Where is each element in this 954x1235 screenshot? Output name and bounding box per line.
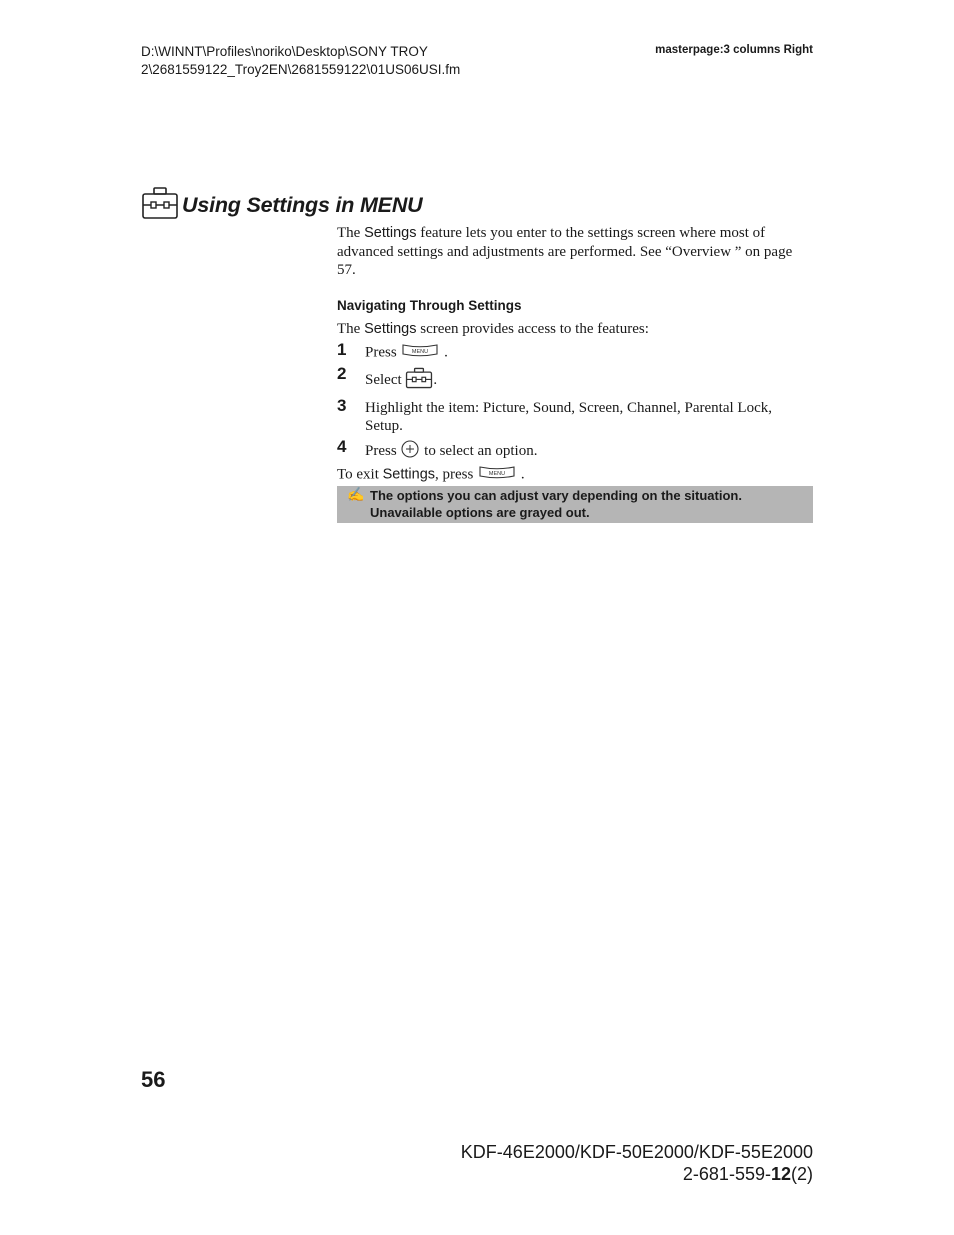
page-number: 56 <box>141 1067 166 1092</box>
intro-line1: feature lets you enter to the settings screen where most of <box>416 225 766 241</box>
note-text <box>370 486 742 521</box>
intro-line3: 57. <box>337 262 356 278</box>
menu-button-icon <box>400 343 440 364</box>
step-number: 3 <box>337 395 347 415</box>
menu-icon-label: MENU <box>412 348 429 355</box>
settings-toolbox-icon <box>141 186 179 225</box>
step-3-text: Highlight the item: Picture, Sound, Screen, Channel, Parental Lock, Setup. <box>365 399 772 434</box>
settings-toolbox-icon <box>405 367 433 395</box>
section-title-row <box>141 186 422 225</box>
note-line-1: The options you can adjust vary depending on the situation. <box>370 488 742 503</box>
pencil-note-icon: ✍ <box>347 488 365 503</box>
file-path-line-1: D:\WINNT\Profiles\noriko\Desktop\SONY TROY <box>141 44 428 59</box>
step-number: 2 <box>337 364 347 383</box>
step-4-text: Press <box>365 442 397 459</box>
exit-post: . <box>520 466 525 483</box>
step-number: 1 <box>337 339 347 359</box>
step-1 <box>337 341 813 364</box>
exit-mid: , press <box>435 466 474 483</box>
navigation-subheading: Navigating Through Settings <box>337 297 522 313</box>
step-2 <box>337 365 813 395</box>
footer-model-info <box>461 1142 813 1185</box>
step-2-post: . <box>433 372 438 389</box>
menu-icon-label: MENU <box>488 471 506 477</box>
intro-pre: The <box>337 225 365 241</box>
footer-code-post: (2) <box>791 1163 813 1184</box>
exit-pre: To exit <box>337 466 383 483</box>
step-1-post: . <box>444 344 448 361</box>
file-path-header <box>141 43 460 79</box>
step-1-text: Press <box>365 344 397 361</box>
select-button-icon <box>400 440 420 464</box>
step-4 <box>337 438 813 464</box>
step-number: 4 <box>337 436 347 456</box>
file-path-line-2: 2\2681559122_Troy2EN\2681559122\01US06USI.fm <box>141 62 461 77</box>
intro-ui-word: Settings <box>364 225 417 241</box>
masterpage-label: masterpage:3 columns Right <box>655 44 813 56</box>
intro-paragraph <box>337 224 813 280</box>
footer-code <box>461 1164 813 1186</box>
step-4-post: to select an option. <box>424 442 538 459</box>
intro-line2: advanced settings and adjustments are performed. See “Overview ” on page <box>337 243 793 260</box>
footer-code-pre: 2-681-559- <box>682 1163 771 1184</box>
navigation-lead <box>337 320 813 339</box>
lead-rest: screen provides access to the features: <box>416 321 649 337</box>
menu-button-icon <box>477 465 517 486</box>
footer-models: KDF-46E2000/KDF-50E2000/KDF-55E2000 <box>460 1142 813 1162</box>
lead-pre: The <box>337 321 365 337</box>
step-3 <box>337 397 813 436</box>
note-box <box>337 486 813 523</box>
section-title: Using Settings in MENU <box>182 193 423 217</box>
footer-code-bold: 12 <box>770 1163 791 1184</box>
note-line-2: Unavailable options are grayed out. <box>370 505 590 520</box>
body-column <box>337 224 813 486</box>
exit-instruction <box>337 465 813 486</box>
step-2-text: Select <box>365 372 402 389</box>
lead-ui-word: Settings <box>364 321 417 337</box>
exit-ui-word: Settings <box>382 466 436 483</box>
